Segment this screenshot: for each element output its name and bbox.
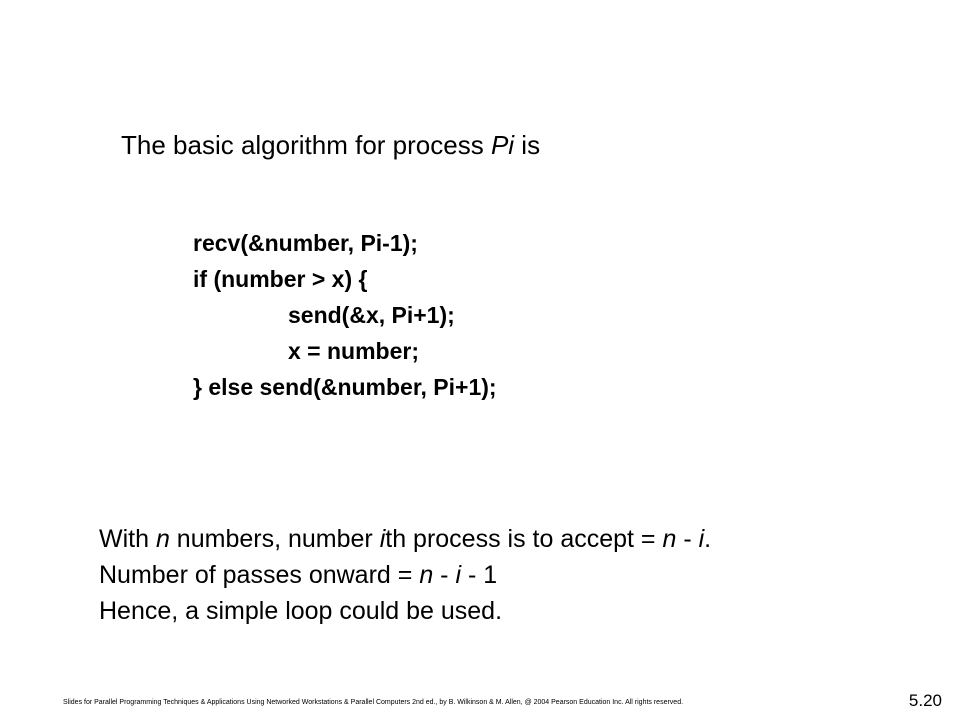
- notes-text: With: [99, 525, 156, 553]
- notes-line-3: Hence, a simple loop could be used.: [99, 597, 503, 625]
- intro-suffix: is: [514, 130, 541, 160]
- var-i: i: [455, 561, 461, 589]
- notes-text: th process is to accept =: [385, 525, 663, 553]
- intro-prefix: The basic algorithm for process: [121, 130, 491, 160]
- code-line-recv: recv(&number, Pi-1);: [193, 230, 418, 256]
- notes-text: -: [676, 525, 699, 553]
- notes-block: [99, 521, 711, 629]
- notes-line-1: [99, 521, 711, 557]
- var-n: n: [662, 525, 677, 553]
- notes-text: numbers, number: [169, 525, 380, 553]
- notes-text: .: [704, 525, 712, 553]
- notes-text: - 1: [461, 561, 498, 589]
- page-number: 5.20: [908, 691, 942, 710]
- code-line-send-x: send(&x, Pi+1);: [288, 302, 455, 328]
- var-n: n: [419, 561, 434, 589]
- notes-line-2: [99, 557, 711, 593]
- code-line-if: if (number > x) {: [193, 266, 368, 292]
- code-line-assign: x = number;: [288, 338, 420, 364]
- var-n: n: [155, 525, 170, 553]
- notes-text: Number of passes onward =: [99, 561, 420, 589]
- notes-text: -: [433, 561, 456, 589]
- var-i: i: [698, 525, 705, 553]
- code-block: [193, 225, 497, 405]
- footer-credit: Slides for Parallel Programming Techniques & Applications Using Networked Workstations & Parallel Computers 2nd ed., by B. Wilkinson & M. Allen, @ 2004 Pearson Education Inc. All rights reserved.: [63, 699, 684, 706]
- var-i: i: [379, 525, 386, 553]
- code-line-else: } else send(&number, Pi+1);: [193, 374, 497, 400]
- intro-process-name: Pi: [490, 130, 515, 160]
- intro-sentence: [121, 127, 540, 163]
